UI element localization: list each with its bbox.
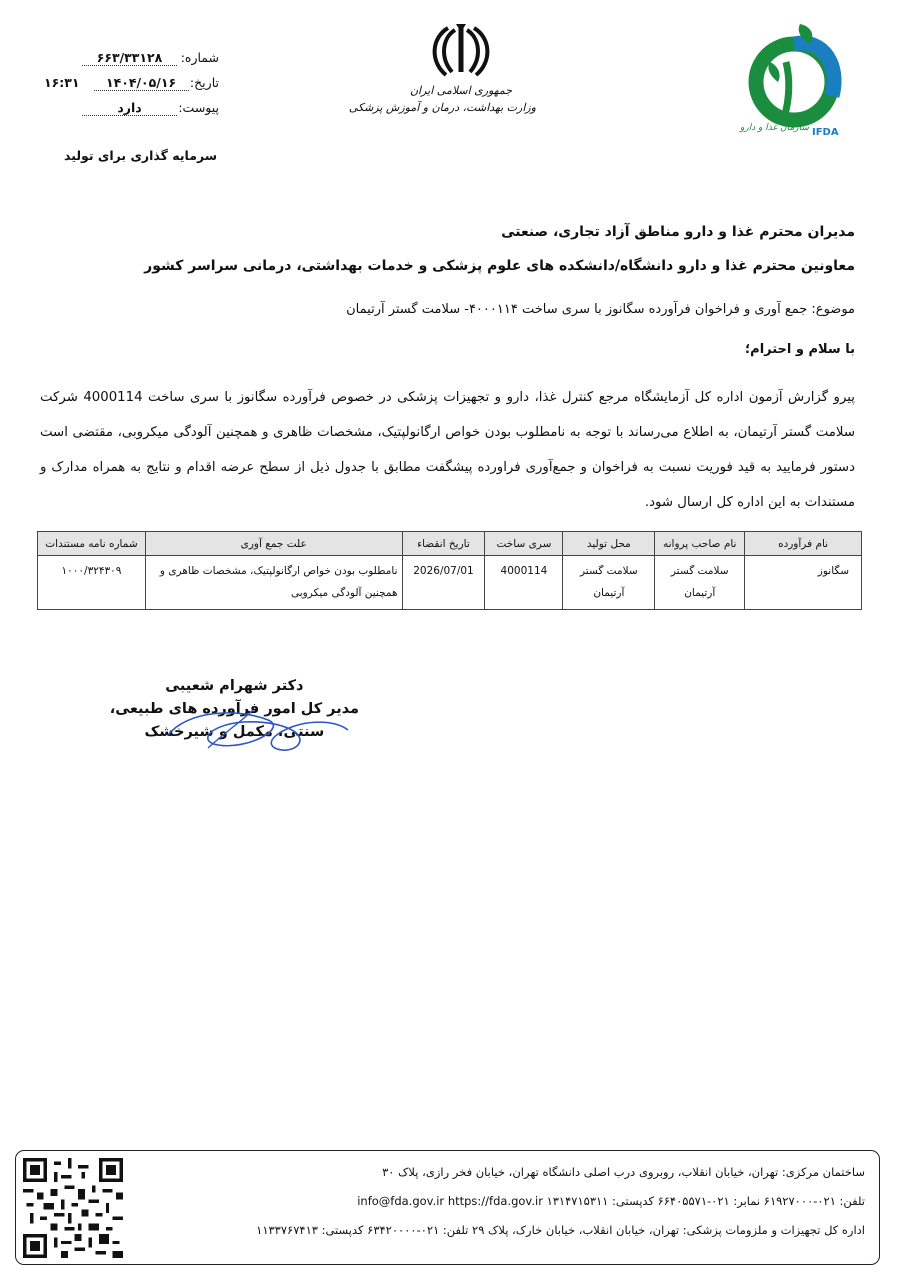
table-cell-batch: 4000114 [485, 556, 563, 610]
table-cell-product: سگانوز [745, 556, 862, 610]
letter-date-label: تاریخ: [189, 75, 219, 90]
table-cell-license-holder: سلامت گستر آرتیمان [655, 556, 745, 610]
table-header-cell: سری ساخت [485, 532, 563, 556]
year-slogan: سرمایه گذاری برای تولید [64, 148, 218, 163]
letter-time-value: ۱۶:۳۱ [44, 75, 80, 90]
ifda-logo-icon [736, 18, 856, 140]
recipient-line-2: معاونین محترم غذا و دارو دانشگاه/دانشکده های علوم پزشکی و خدمات بهداشتی، درمانی سراسر کشور [144, 258, 855, 274]
letter-number-label: شماره: [180, 50, 219, 65]
table-row [38, 556, 862, 610]
signature-scribble [148, 690, 358, 760]
footer-address-central: ساختمان مرکزی: تهران، خیابان انقلاب، روبروی درب اصلی دانشگاه تهران، خیابان فخر رازی، پلاک ۳۰ [382, 1165, 865, 1179]
recipient-line-1: مدیران محترم غذا و دارو مناطق آزاد تجاری، صنعتی [501, 224, 855, 240]
body-paragraph: پیرو گزارش آزمون اداره کل آزمایشگاه مرجع کنترل غذا، دارو و تجهیزات پزشکی در خصوص فرآورده سگانوز با سری ساخت 4000114 شرکت سلامت گستر آرتیمان، به اطلاع می‌رساند با توجه به نامطلوب بودن خواص ارگانولپتیک، مشخصات ظاهری و همچنین آلودگی میکروبی، مقتضی است دستور فرمایید به قید فوریت نسبت به فراخوان و جمع‌آوری فراورده پیشگفت مطابق با جدول ذیل از سطح عرضه اقدام و نتایج به همراه مدارک و مستندات به این اداره کل ارسال شود. [40, 390, 855, 510]
ifda-abbreviation: IFDA [812, 127, 839, 138]
table-cell-document-number: ۱۰۰۰/۳۲۴۳۰۹ [38, 556, 146, 610]
table-header-cell: علت جمع آوری [145, 532, 402, 556]
footer-address-equipment: اداره کل تجهیزات و ملزومات پزشکی: تهران، خیابان انقلاب، خیابان خارک، پلاک ۲۹ تلفن: ۰۲۱-۶۳۴۲۰۰۰۰ کدپستی: ۱۱۳۳۷۶۷۴۱۳ [256, 1223, 865, 1237]
letter-footer [15, 1150, 880, 1265]
table-header-cell: محل تولید [563, 532, 655, 556]
letter-date-value: ۱۴۰۴/۰۵/۱۶ [94, 75, 189, 91]
table-cell-expiry: 2026/07/01 [402, 556, 485, 610]
emblem-country-name: جمهوری اسلامی ایران [409, 84, 513, 97]
table-header-cell: نام صاحب پروانه [655, 532, 745, 556]
table-cell-recall-reason: نامطلوب بودن خواص ارگانولپتیک، مشخصات ظاهری و همچنین آلودگی میکروبی [145, 556, 402, 610]
signatory-title-line-2: سنتی، مکمل و شیرخشک [144, 724, 325, 740]
emblem-ministry-name: وزارت بهداشت، درمان و آموزش پزشکی [348, 101, 536, 114]
signatory-title-line-1: مدیر کل امور فرآورده های طبیعی، [109, 701, 359, 717]
letter-number-row [44, 50, 219, 75]
signatory-name: دکتر شهرام شعیبی [165, 678, 304, 694]
iran-emblem-icon [426, 20, 496, 80]
letter-date-row [44, 75, 219, 100]
recall-table [37, 531, 862, 610]
subject-line: موضوع: جمع آوری و فراخوان فرآورده سگانوز با سری ساخت ۴۰۰۰۱۱۴- سلامت گستر آرتیمان [346, 302, 855, 317]
letter-attachment-value: دارد [82, 100, 177, 116]
table-cell-manufacturer: سلامت گستر آرتیمان [563, 556, 655, 610]
ifda-caption: سازمان غذا و دارو [740, 123, 809, 133]
table-header-cell: شماره نامه مستندات [38, 532, 146, 556]
letter-attachment-label: پیوست: [178, 100, 219, 115]
table-header-row [38, 532, 862, 556]
letter-attachment-row [44, 100, 219, 125]
qr-code-icon [23, 1158, 123, 1258]
greeting: با سلام و احترام؛ [744, 342, 855, 357]
ministry-emblem [348, 20, 536, 114]
table-header-cell: نام فرآورده [745, 532, 862, 556]
letter-metadata [44, 50, 219, 125]
letter-number-value: ۶۶۳/۳۳۱۲۸ [82, 50, 177, 66]
table-header-cell: تاریخ انقضاء [402, 532, 485, 556]
footer-contact-line: تلفن: ۰۲۱-۶۱۹۲۷۰۰۰ نمابر: ۰۲۱-۶۶۴۰۵۵۷۱ کدپستی: ۱۳۱۴۷۱۵۳۱۱ info@fda.gov.ir https://fda.gov.ir [357, 1194, 865, 1208]
